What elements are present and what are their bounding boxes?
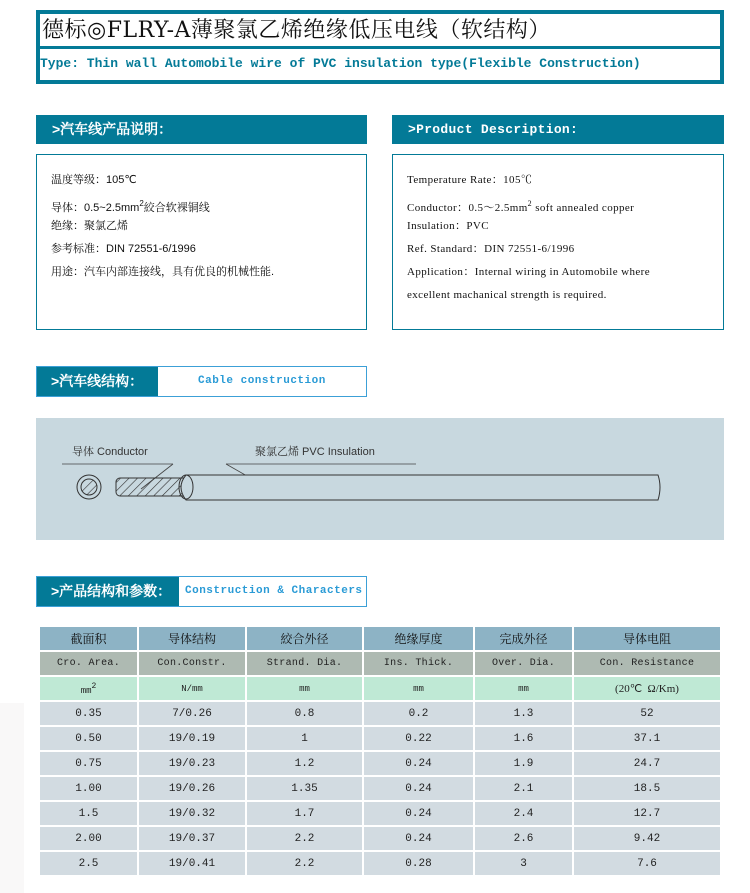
cell-constr: 19/0.19	[139, 727, 245, 750]
unit-cell: mm	[247, 677, 362, 700]
table-row	[40, 777, 720, 800]
table-row	[40, 752, 720, 775]
desc-cn-line	[51, 192, 366, 215]
unit-cell: mm	[364, 677, 473, 700]
cell-resist: 18.5	[574, 777, 720, 800]
header-cell: 导体结构	[139, 627, 245, 650]
cell-area: 0.75	[40, 752, 137, 775]
header-cell: 绝缘厚度	[364, 627, 473, 650]
desc-value: Internal wiring in Automobile where	[474, 266, 651, 278]
conductor-label: 导体 Conductor	[72, 446, 148, 458]
desc-en-line	[407, 215, 723, 238]
desc-value: 105℃	[503, 174, 533, 186]
header-cell: Con.Constr.	[139, 652, 245, 675]
cable-construction-heading-en: Cable construction	[198, 375, 326, 387]
desc-value: 0.5～2.5mm	[468, 202, 528, 214]
cell-over: 1.3	[475, 702, 572, 725]
cell-over: 2.6	[475, 827, 572, 850]
desc-label: 温度等级：	[51, 174, 106, 186]
desc-en-line	[407, 284, 723, 307]
unit-cell: N/mm	[139, 677, 245, 700]
cable-construction-heading-cn: >汽车线结构：	[37, 367, 158, 396]
desc-cn-line	[51, 261, 366, 284]
unit-cell: mm	[475, 677, 572, 700]
desc-value: excellent machanical strength is required.	[407, 289, 607, 301]
desc-label: Application：	[407, 266, 475, 278]
cell-area: 2.00	[40, 827, 137, 850]
cell-constr: 19/0.26	[139, 777, 245, 800]
desc-cn-line	[51, 169, 366, 192]
superscript: 2	[139, 199, 144, 208]
unit-cell: (20℃ Ω/Km)	[574, 677, 720, 700]
desc-cn-line	[51, 238, 366, 261]
desc-label: 参考标准：	[51, 243, 106, 255]
header-cell: Cro. Area.	[40, 652, 137, 675]
cell-resist: 12.7	[574, 802, 720, 825]
header-cell: 截面积	[40, 627, 137, 650]
characteristics-heading	[36, 576, 367, 607]
header-cell: Con. Resistance	[574, 652, 720, 675]
desc-value: DIN 72551-6/1996	[106, 243, 196, 255]
cell-constr: 19/0.37	[139, 827, 245, 850]
desc-label: 用途：	[51, 266, 84, 278]
header-cell: Ins. Thick.	[364, 652, 473, 675]
table-row	[40, 727, 720, 750]
characteristics-heading-en: Construction & Characters	[185, 585, 363, 597]
cell-strand: 2.2	[247, 827, 362, 850]
header-cell: Over. Dia.	[475, 652, 572, 675]
side-panel	[0, 703, 24, 893]
desc-en-line	[407, 169, 723, 192]
superscript: 2	[527, 199, 533, 208]
desc-value: PVC	[466, 220, 490, 232]
cell-ins: 0.24	[364, 752, 473, 775]
table-header-en	[40, 652, 720, 675]
description-cn-box	[36, 154, 367, 330]
cell-resist: 7.6	[574, 852, 720, 875]
description-cn-heading: >汽车线产品说明：	[36, 115, 367, 144]
cell-over: 2.4	[475, 802, 572, 825]
cable-drawing-icon	[36, 418, 724, 540]
header-cell: 导体电阻	[574, 627, 720, 650]
desc-value: 105℃	[106, 174, 137, 186]
cell-area: 2.5	[40, 852, 137, 875]
desc-en-line	[407, 261, 723, 284]
cell-over: 1.6	[475, 727, 572, 750]
desc-label: 绝缘：	[51, 220, 84, 232]
table-row	[40, 702, 720, 725]
cell-strand: 2.2	[247, 852, 362, 875]
cell-ins: 0.22	[364, 727, 473, 750]
desc-value: DIN 72551-6/1996	[484, 243, 575, 255]
cell-strand: 1	[247, 727, 362, 750]
page-subtitle: Type: Thin wall Automobile wire of PVC insulation type(Flexible Construction)	[40, 56, 641, 71]
cell-area: 0.35	[40, 702, 137, 725]
description-en-box	[392, 154, 724, 330]
cell-over: 1.9	[475, 752, 572, 775]
page-title: 德标◎FLRY-A薄聚氯乙烯绝缘低压电线（软结构）	[40, 14, 720, 49]
unit-cell	[40, 677, 137, 700]
cell-ins: 0.2	[364, 702, 473, 725]
insulation-label: 聚氯乙烯 PVC Insulation	[255, 446, 375, 458]
cell-strand: 1.7	[247, 802, 362, 825]
cell-area: 0.50	[40, 727, 137, 750]
title-box	[36, 10, 724, 84]
desc-value: 0.5~2.5mm	[84, 202, 140, 214]
desc-cn-line	[51, 215, 366, 238]
cell-ins: 0.24	[364, 827, 473, 850]
table-row	[40, 802, 720, 825]
desc-value-after: soft annealed copper	[532, 202, 635, 214]
unit-text: mm	[80, 685, 92, 696]
cell-ins: 0.24	[364, 777, 473, 800]
desc-label: Temperature Rate：	[407, 174, 504, 186]
cell-resist: 37.1	[574, 727, 720, 750]
header-cell: 完成外径	[475, 627, 572, 650]
cell-constr: 7/0.26	[139, 702, 245, 725]
cable-diagram	[36, 418, 724, 540]
spec-table	[38, 625, 722, 877]
cell-over: 3	[475, 852, 572, 875]
table-units-row	[40, 677, 720, 700]
characteristics-heading-cn: >产品结构和参数：	[37, 577, 179, 606]
description-en-heading: >Product Description:	[392, 115, 724, 144]
cell-strand: 0.8	[247, 702, 362, 725]
cell-area: 1.00	[40, 777, 137, 800]
cell-resist: 24.7	[574, 752, 720, 775]
cell-resist: 9.42	[574, 827, 720, 850]
desc-value: 汽车内部连接线，具有优良的机械性能.	[84, 266, 275, 278]
cable-construction-heading	[36, 366, 367, 397]
cell-ins: 0.24	[364, 802, 473, 825]
cell-strand: 1.2	[247, 752, 362, 775]
desc-label: Insulation：	[407, 220, 467, 232]
desc-value-after: 絞合软裸铜线	[143, 202, 210, 214]
cell-strand: 1.35	[247, 777, 362, 800]
table-header-cn	[40, 627, 720, 650]
cell-constr: 19/0.41	[139, 852, 245, 875]
desc-label: Ref. Standard：	[407, 243, 485, 255]
cell-constr: 19/0.23	[139, 752, 245, 775]
table-row	[40, 827, 720, 850]
cell-ins: 0.28	[364, 852, 473, 875]
desc-label: 导体：	[51, 202, 84, 214]
desc-label: Conductor：	[407, 202, 469, 214]
cell-area: 1.5	[40, 802, 137, 825]
desc-value: 聚氯乙烯	[84, 220, 128, 232]
cell-over: 2.1	[475, 777, 572, 800]
cell-constr: 19/0.32	[139, 802, 245, 825]
header-cell: 絞合外径	[247, 627, 362, 650]
table-row	[40, 852, 720, 875]
header-cell: Strand. Dia.	[247, 652, 362, 675]
cell-resist: 52	[574, 702, 720, 725]
desc-en-line	[407, 192, 723, 215]
superscript: 2	[91, 681, 97, 691]
desc-en-line	[407, 238, 723, 261]
